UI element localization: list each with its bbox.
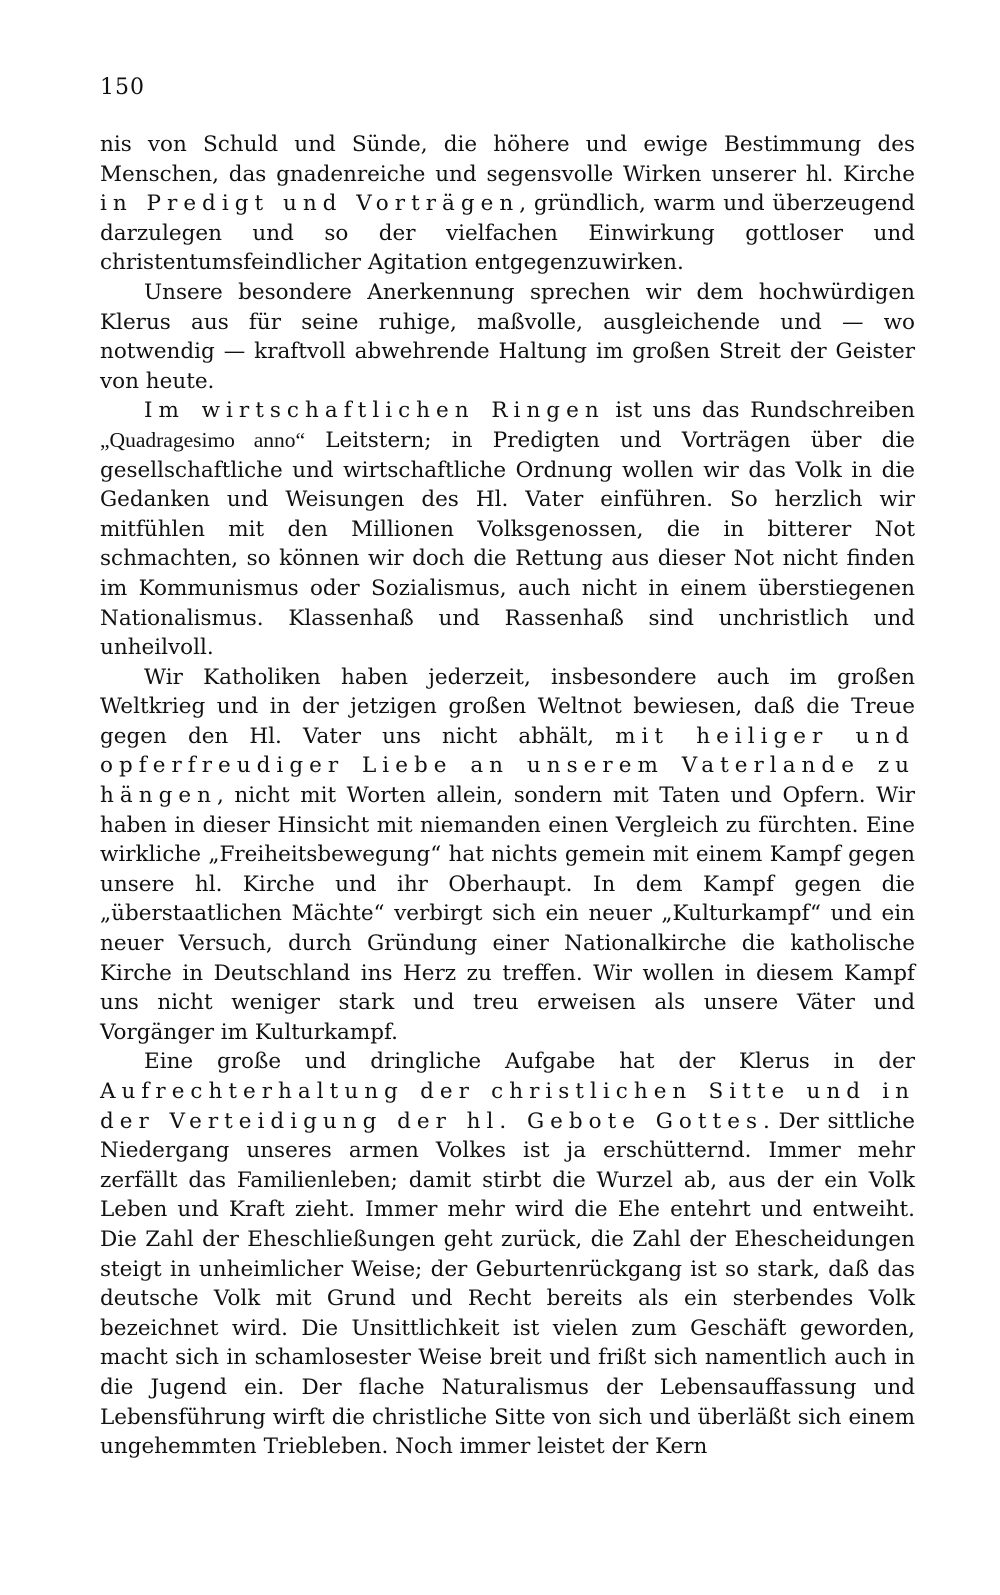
text-segment: . Der sittliche Niedergang unseres armen Volkes ist ja erschütternd. Immer mehr zerfällt das Familienleben; damit stirbt die Wurzel ab, aus der ein Volk Leben und Kraft zieht. Immer mehr wird die Ehe entehrt und entweiht. Die Zahl der Eheschließungen geht zurück, die Zahl der Ehescheidungen steigt in unheimlicher Weise; der Geburtenrückgang ist so stark, daß das deutsche Volk mit Grund und Recht bereits als ein sterbendes Volk bezeichnet wird. Die Unsittlichkeit ist vielen zum Geschäft geworden, macht sich in schamlosester Weise breit und frißt sich namentlich auch in die Jugend ein. Der flache Naturalismus der Lebensauffassung und Lebensführung wirft die christliche Sitte von sich und überläßt sich einem ungehemmten Triebleben. Noch immer leistet der Kern	[100, 1108, 915, 1460]
text-segment: Unsere besondere Anerkennung sprechen wir dem hochwürdigen Klerus aus für seine ruhige, maßvolle, ausgleichende und — wo notwendig — kraftvoll abwehrende Haltung im großen Streit der Geister von heute.	[100, 279, 915, 394]
text-segment: Eine große und dringliche Aufgabe hat der Klerus in der	[144, 1049, 915, 1075]
emphasized-text: Aufrechterhaltung der christlichen Sitte und in der Verteidigung der hl. Gebote Gottes	[100, 1079, 915, 1134]
emphasized-text: mit heiliger und opferfreudiger Liebe an unserem Vaterlande zu hängen	[100, 723, 916, 809]
paragraph-5	[100, 1047, 915, 1461]
text-segment: ist uns das Rundschreiben	[604, 398, 915, 424]
text-segment: Leitstern; in Predigten und Vorträgen über die gesellschaftliche und wirtschaftliche Ordnung wollen wir das Volk in die Gedanken und Weisungen des Hl. Vater einführen. So herzlich wir mitfühlen mit den Millionen Volksgenossen, die in bitterer Not schmachten, so können wir doch die Rettung aus dieser Not nicht finden im Kommunismus oder Sozialismus, auch nicht in einem überstiegenen Nationalismus. Klassenhaß und Rassenhaß sind unchristlich und unheilvoll.	[100, 427, 915, 661]
paragraph-2	[100, 278, 915, 396]
paragraph-4	[100, 663, 915, 1048]
text-segment: , nicht mit Worten allein, sondern mit Taten und Opfern. Wir haben in dieser Hinsicht mit niemanden einen Vergleich zu fürchten. Eine wirkliche „Freiheitsbewegung“ hat nichts gemein mit einem Kampf gegen unsere hl. Kirche und ihr Oberhaupt. In dem Kampf gegen die „überstaatlichen Mächte“ verbirgt sich ein neuer „Kulturkampf“ und ein neuer Versuch, durch Gründung einer Nationalkirche die katholische Kirche in Deutschland ins Herz zu treffen. Wir wollen in diesem Kampf uns nicht weniger stark und treu erweisen als unsere Väter und Vorgänger im Kulturkampf.	[100, 783, 915, 1045]
text-segment: nis von Schuld und Sünde, die höhere und ewige Bestimmung des Menschen, das gnadenreiche und segensvolle Wirken unserer hl. Kirche	[100, 132, 915, 187]
text-segment: , gründlich, warm und überzeugend darzulegen und so der vielfachen Einwirkung gottloser und christentumsfeindlicher Agitation entgegenzuwirken.	[100, 191, 916, 276]
encyclical-title: „Quadragesimo anno“	[100, 427, 306, 452]
text-segment: Wir Katholiken haben jederzeit, insbesondere auch im großen Weltkrieg und in der jetzigen großen Weltnot bewiesen, daß die Treue gegen den Hl. Vater uns nicht abhält,	[100, 664, 915, 749]
emphasized-text: in Predigt und Vorträgen	[100, 191, 520, 217]
page-number: 150	[100, 75, 145, 100]
emphasized-text: Im wirtschaftlichen Ringen	[144, 398, 605, 424]
paragraph-1	[100, 130, 915, 278]
body-text	[100, 130, 915, 1462]
paragraph-3	[100, 396, 915, 662]
